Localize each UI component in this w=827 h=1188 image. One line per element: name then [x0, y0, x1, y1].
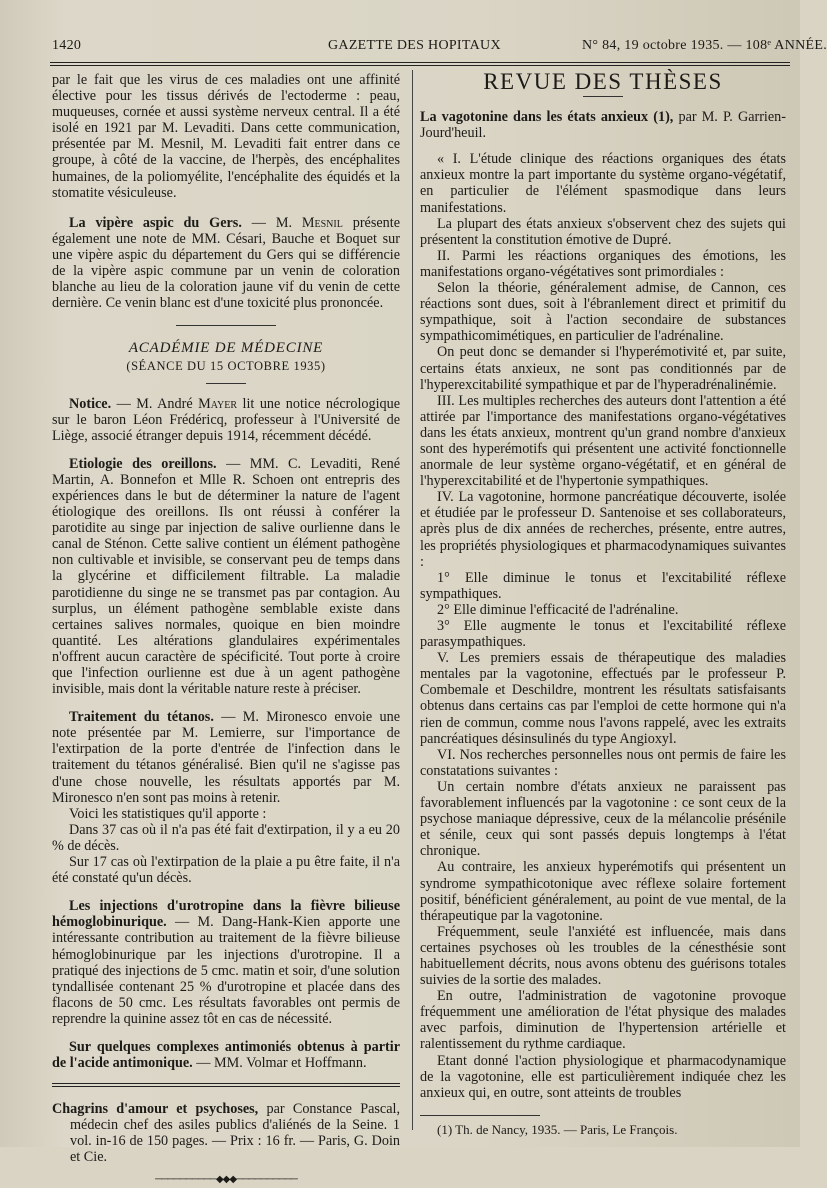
paragraph: « I. L'étude clinique des réactions organiques des états anxieux montre la part importante du système organo-végétatif, en particulier de l'élément spasmodique dans leurs manifestations. [420, 151, 786, 216]
running-header [52, 38, 827, 60]
heading-revue-des-theses: REVUE DES THÈSES [483, 69, 723, 94]
paragraph: III. Les multiples recherches des auteurs dont l'attention a été attirée par l'importance des manifestations organo-végétatives dans les états anxieux, montrent qu'un grand nombre d'anxieux sont des hyperémotifs qui présentent une activité fonctionnelle anormale de leur système organo-végétatif, et en général de l'hyperexcitabilité et de l'hypertonie sympathiques. [420, 392, 786, 490]
heading-academie: ACADÉMIE DE MÉDECINE [128, 340, 324, 357]
article-urotropine [52, 898, 400, 1027]
paragraph: On peut donc se demander si l'hyperémotivité et, par suite, certains états anxieux, ne sont pas conditionnés par de l'hyperexcitabilité sympathique et par de l'hyperadrénalinémie. [420, 344, 786, 393]
text-tetanos: — M. Mironesco envoie une note présentée par M. Lemierre, sur l'importance de l'extirpation de la porte d'entrée de l'infection dans le traitement du tétanos généralisé. Bien qu'il ne s'agisse pas d'une chose nouvelle, les résultats apportés par M. Mironesco n'en sont pas moins à retenir. [52, 709, 400, 806]
heading-tetanos: Traitement du tétanos. [69, 709, 214, 726]
paragraph: La plupart des états anxieux s'observent chez des sujets qui présentent la constitution émotive de Dupré. [420, 215, 786, 248]
footnote-rule [420, 1115, 540, 1116]
text-notice: lit une notice nécrologique sur le baron Léon Frédéricq, professeur à l'Université de Liège, associé étranger depuis 1914, récemment décédé. [52, 395, 400, 444]
journal-title: GAZETTE DES HOPITAUX [328, 38, 501, 53]
paragraph: En outre, l'administration de vagotonine provoque fréquemment une amélioration de l'état physique des malades avec parfois, diminution de l'hypertension artérielle et ralentissement du rythme cardiaque. [420, 988, 786, 1053]
paragraph: 1° Elle diminue le tonus et l'excitabilité réflexe sympathiques. [420, 569, 786, 602]
text-antimonies: — MM. Volmar et Hoffmann. [196, 1055, 367, 1072]
paragraph: VI. Nos recherches personnelles nous ont permis de faire les constatations suivantes : [420, 746, 786, 779]
footnote: (1) Th. de Nancy, 1935. — Paris, Le François. [437, 1121, 678, 1137]
text-vipere: présente également une note de MM. Césari, Bauche et Boquet sur une vipère aspic du département du Gers qui se différencie de la vipère aspic commune par un venin de coloration blanche au lieu de la coloration jaune vif du venin de cette dernière. Ce venin blanc est d'une toxicité plus prononcée. [52, 214, 400, 312]
book-section-rule [52, 1083, 400, 1087]
column-divider [412, 70, 413, 1130]
paragraph: II. Parmi les réactions organiques des émotions, les manifestations organo-végétatives sont primordiales : [420, 247, 786, 280]
paragraph-intro: par le fait que les virus de ces maladies ont une affinité élective pour les tissus dérivés de l'ectoderme : peau, muqueuses, cornée et aussi système nerveux central. Il a été isolé en 1921 par M. Levaditi. Dans cette communication, présentée par M. Mesnil, M. Levaditi fait entrer dans ce groupe, à côté de la vaccine, de l'herpès, des encéphalites humaines, de la poliomyélite, l'encéphalite des équidés et la stomatite vésiculeuse. [52, 72, 400, 201]
header-rule [50, 62, 790, 63]
heading-vipere: La vipère aspic du Gers. [69, 214, 242, 231]
paragraph: Au contraire, les anxieux hyperémotifs qui présentent un syndrome sympathicotonique avec réflexe solaire fortement positif, bénéficient généralement, au point de vue mental, de la thérapeutique par la vagotonine. [420, 859, 786, 924]
heading-oreillons: Etiologie des oreillons. [69, 455, 217, 472]
heading-urotropine: Les injections d'urotropine dans la fièvre bilieuse hémoglobinurique. [52, 898, 400, 931]
small-rule [583, 96, 623, 97]
paragraph: IV. La vagotonine, hormone pancréatique découverte, isolée et étudiée par le professeur D. Santenoise et ses collaborateurs, après plus de dix années de recherches, présente, entre autres, les propriétés physiologiques et pharmacodynamiques suivantes : [420, 489, 786, 570]
heading-notice: Notice. [69, 395, 112, 412]
book-text: par Constance Pascal, médecin chef des asiles publics d'aliénés de la Seine. 1 vol. in-16 de 150 pages. — Prix : 16 fr. — Paris, G. Doin et Cie. [70, 1101, 401, 1166]
right-column [420, 69, 786, 1138]
paragraph: V. Les premiers essais de thérapeutique des maladies mentales par la vagotonine, effectués par le professeur P. Combemale et Deschildre, montrent les résultats satisfaisants obtenus dans certains cas par l'emploi de cette hormone qui n'a rien de commun, comme nous l'avons rappelé, avec les extraits pancréatiques désinsulinés du type Angioxyl. [420, 650, 786, 747]
text-tetanos-4: Sur 17 cas où l'extirpation de la plaie a pu être faite, il n'a été constaté qu'un décès. [52, 854, 400, 887]
page-number: 1420 [52, 38, 82, 53]
text-oreillons: ont entrepris des expériences dans le but de déterminer la nature de l'agent étiologique des oreillons. Ils ont réussi à conférer la parotidite au singe par injection de salive ourlienne dans le canal de Sténon. Cette salive contient un élément pathogène non cultivable et invisible, se conservant peu de temps dans la glycérine et difficilement filtrable. La maladie parotidienne du singe ne se transmet pas par contagion. Au surplus, un élément pathogène semblable existe dans certaines salives normales, quoique en bien moindre quantité. Les altérations glandulaires expérimentales n'offrent aucun caractère de spécificité. Tout porte à croire que l'infection ourlienne est due à un agent pathogène invisible, mais dont la véritable nature reste à préciser. [52, 471, 401, 698]
small-rule [206, 383, 246, 384]
author-mayer: Mayer [198, 395, 238, 412]
paragraph: 3° Elle augmente le tonus et l'excitabilité réflexe parasympathiques. [420, 618, 786, 651]
author-mesnil: Mesnil [301, 214, 343, 231]
section-rule [176, 325, 276, 326]
paragraph: Etant donné l'action physiologique et pharmacodynamique de la vagotonine, elle est particulièrement indiquée chez les anxieux qui, en outre, sont atteints de troubles [420, 1052, 786, 1101]
these-heading [420, 109, 786, 141]
left-column [52, 72, 400, 1188]
book-title: Chagrins d'amour et psychoses, [52, 1101, 259, 1118]
text-urotropine: — M. Dang-Hank-Kien apporte une intéressante contribution au traitement de la fièvre bilieuse hémoglobinurique par les injections d'urotropine. Il a pratiqué des injections de 5 cmc. matin et soir, d'une solution tyndallisée contenant 25 % d'urotropine et placée dans des flacons de 50 cmc. Les résultats favorables ont permis de reprendre la quinine assez tôt en cas de nécessité. [52, 914, 400, 1027]
ornament-rule: ──────────◆◆◆────────── [155, 1173, 297, 1185]
book-review [52, 1101, 400, 1165]
seance-date: (SÉANCE DU 15 OCTOBRE 1935) [126, 359, 326, 374]
text-tetanos-3: Dans 37 cas où il n'a pas été fait d'extirpation, il y a eu 20 % de décès. [52, 821, 400, 854]
paragraph: Un certain nombre d'états anxieux ne paraissent pas favorablement influencés par la vagotonine : ce sont ceux de la psychose maniaque dépressive, ceux de la mélancolie présénile et sénile, ceux qui sont passés depuis longtemps à l'état chronique. [420, 778, 786, 860]
article-oreillons [52, 456, 400, 697]
paragraph: 2° Elle diminue l'efficacité de l'adrénaline. [437, 601, 679, 618]
header-rule-double [50, 65, 790, 66]
text-tetanos-2: Voici les statistiques qu'il apporte : [69, 805, 267, 822]
issue-info: N° 84, 19 octobre 1935. — 108ᵉ ANNÉE. [582, 38, 827, 53]
these-body [420, 151, 786, 1101]
these-author: par M. P. Garrien-Jourd'heuil. [420, 109, 786, 142]
article-notice: Notice. — M. André Mayer lit une notice nécrologique sur le baron Léon Frédéricq, professeur à l'Université de Liège, associé étranger depuis 1914, récemment décédé. [52, 395, 400, 444]
these-title: La vagotonine dans les états anxieux (1), [420, 109, 674, 126]
paragraph: Selon la théorie, généralement admise, de Cannon, ces réactions sont dues, soit à l'ébranlement direct et primitif du sympathique, soit à l'action secondaire de substances sympathicomimétiques, en particulier de l'adrénaline. [420, 280, 786, 345]
heading-antimonies: Sur quelques complexes antimoniés obtenus à partir de l'acide antimonique. [52, 1038, 400, 1072]
paragraph: Fréquemment, seule l'anxiété est influencée, mais dans certaines psychoses où les troubles de la cénesthésie sont habituellement décrits, nous avons obtenu des guérisons totales suivies de la sortie des malades. [420, 923, 786, 989]
article-vipere: La vipère aspic du Gers. — M. Mesnil présente également une note de MM. Césari, Bauche et Boquet sur une vipère aspic du département du Gers qui se différencie de la vipère aspic commune par un venin de coloration blanche au lieu de la coloration jaune vif du venin de cette dernière. Ce venin blanc est d'une toxicité plus prononcée. [52, 214, 400, 312]
article-antimonies [52, 1039, 400, 1071]
authors-oreillons: — MM. C. Levaditi, René Martin, A. Bonnefon et Mlle R. Schoen [52, 455, 401, 488]
article-tetanos [52, 709, 400, 806]
